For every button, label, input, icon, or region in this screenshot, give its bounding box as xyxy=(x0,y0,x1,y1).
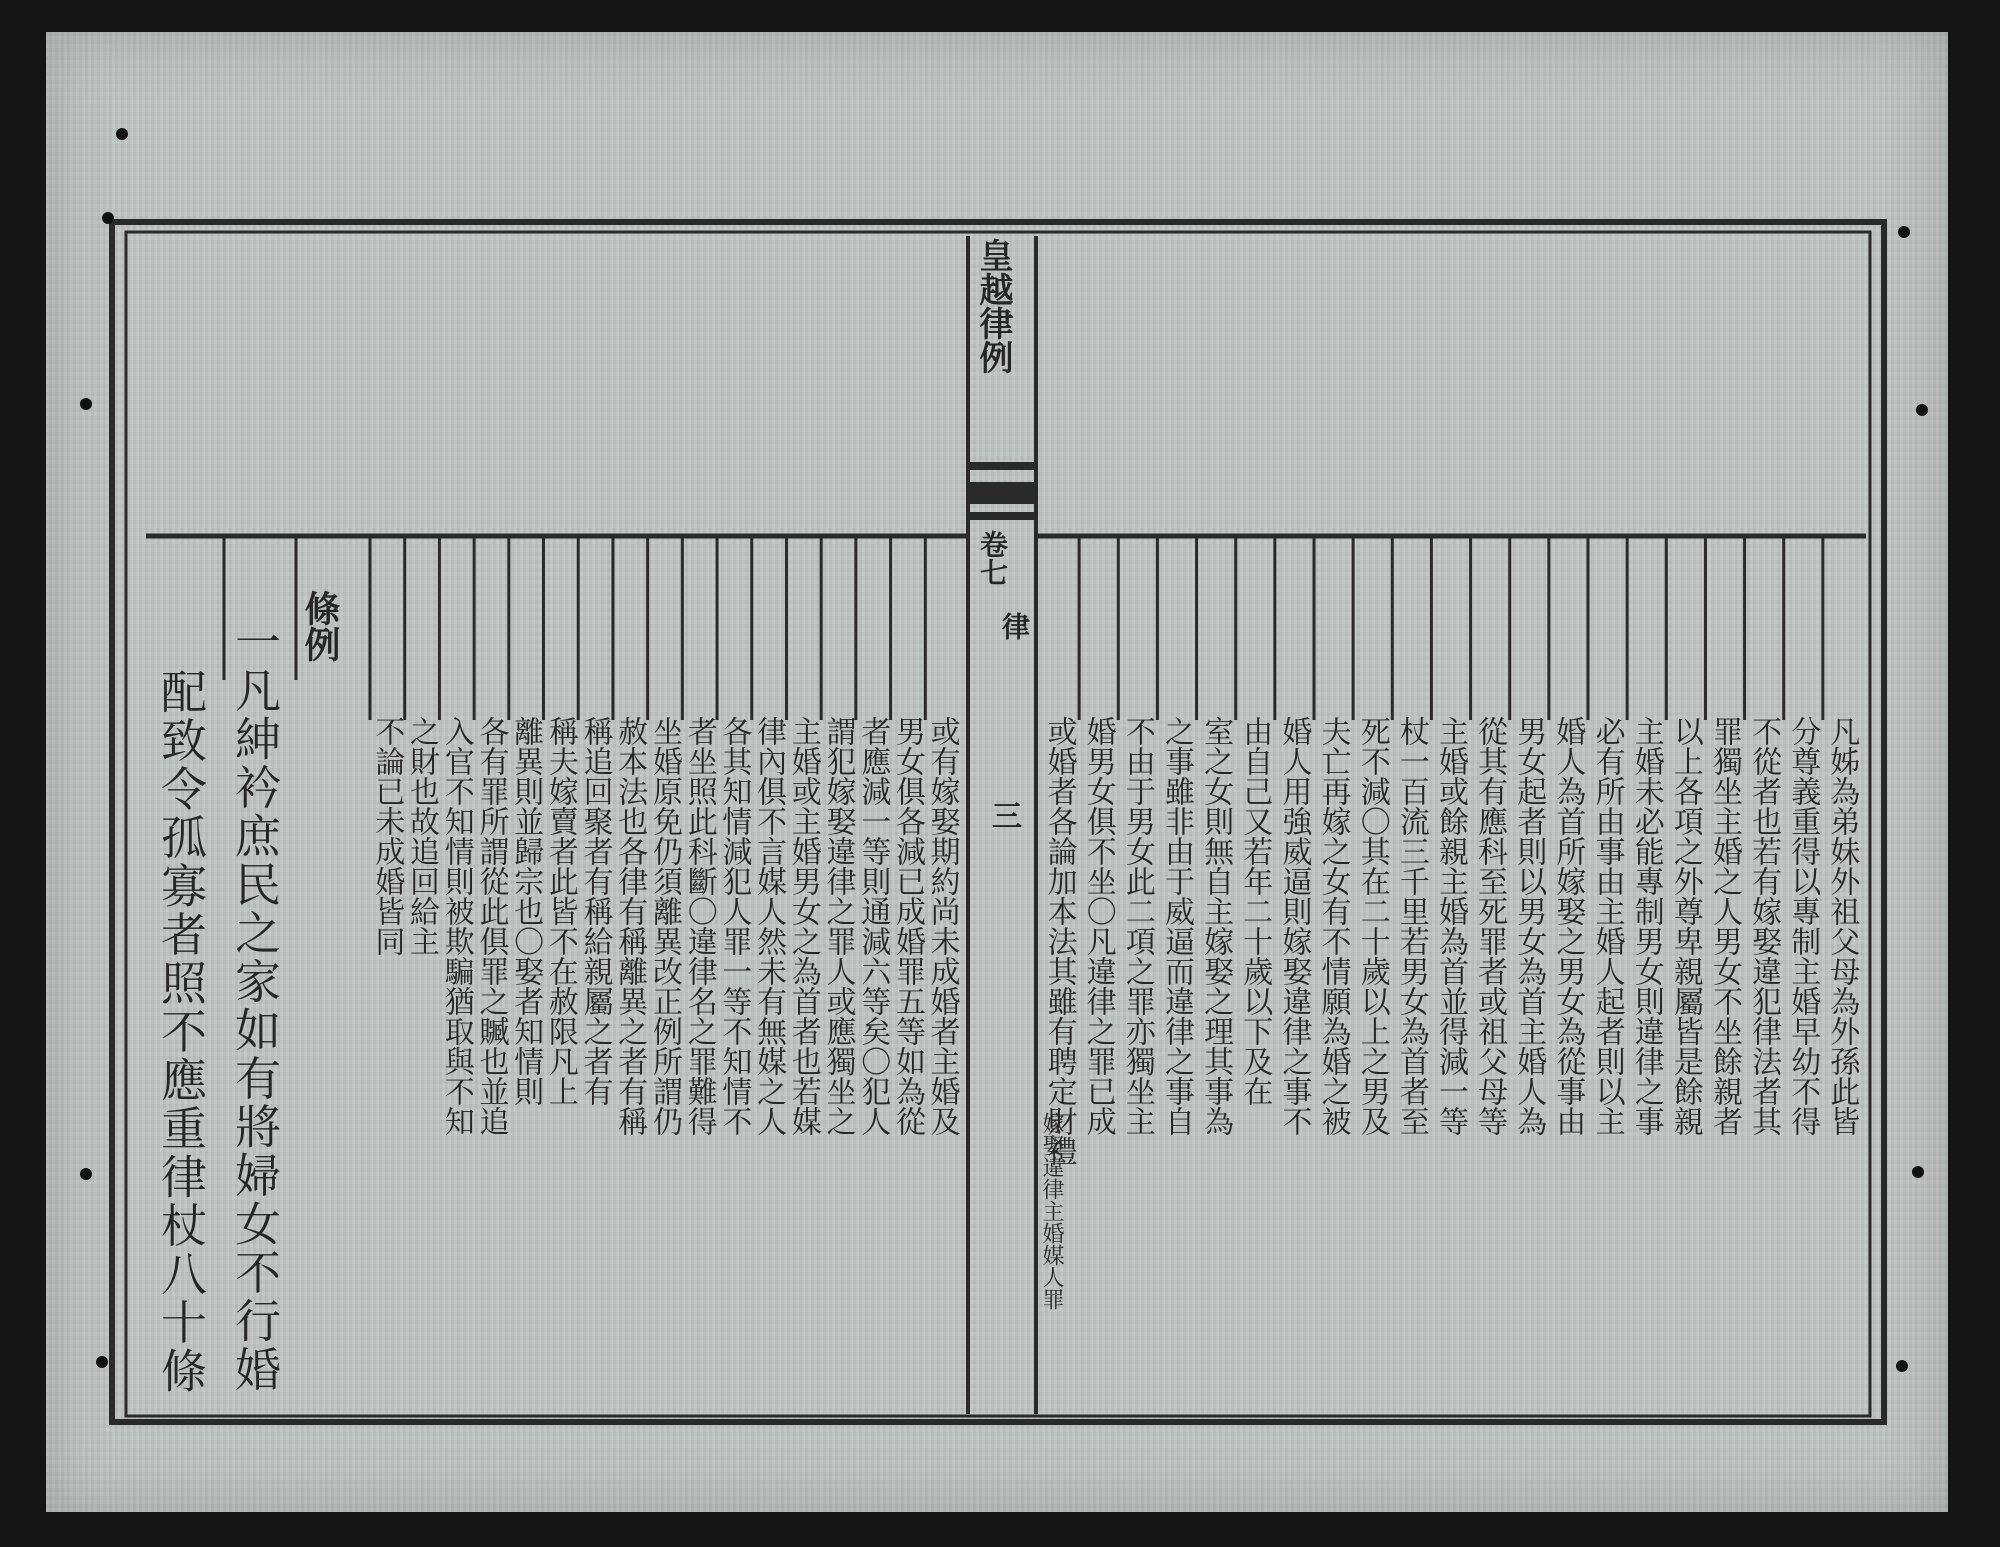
fishtail-mark-3 xyxy=(970,512,1034,520)
commentary-column: 赦本法也各律有稱離異之者有稱 xyxy=(612,716,648,1136)
clause-text-line-1: 一凡紳衿庶民之家如有將婦女不行婚 xyxy=(228,618,282,1394)
commentary-column: 婚人用強威逼則嫁娶違律之事不 xyxy=(1276,716,1312,1136)
commentary-column: 入官不知情則被欺騙猶取與不知 xyxy=(438,716,474,1136)
center-title: 皇越律例 xyxy=(973,238,1013,374)
stitch-hole xyxy=(1898,226,1910,238)
commentary-column: 稱追回聚者有稱給親屬之者有 xyxy=(577,716,613,1106)
commentary-column: 分尊義重得以專制主婚早幼不得 xyxy=(1785,716,1821,1136)
commentary-column: 婚人為首所嫁娶之男女為從事由 xyxy=(1550,716,1586,1136)
commentary-column: 謂犯嫁娶違律之罪人或應獨坐之 xyxy=(820,716,856,1136)
commentary-column: 夫亡再嫁之女有不情願為婚之被 xyxy=(1315,716,1351,1136)
stitch-hole xyxy=(80,398,92,410)
commentary-column: 以上各項之外尊卑親屬皆是餘親 xyxy=(1667,716,1703,1136)
commentary-column: 主婚或餘親主婚為首並得減一等 xyxy=(1433,716,1468,1136)
clause-heading: 條例 xyxy=(299,590,341,662)
commentary-column: 律內俱不言媒人然未有無媒之人 xyxy=(751,716,787,1136)
commentary-column: 由自己又若年二十歲以下及在 xyxy=(1237,716,1273,1106)
section-label: 律 xyxy=(998,612,1031,640)
commentary-column: 男女俱各減已成婚罪五等如為從 xyxy=(889,716,925,1136)
stitch-hole xyxy=(96,1356,108,1368)
stitch-hole xyxy=(1912,1166,1924,1178)
commentary-column: 或有嫁娶期約尚未成婚者主婚及 xyxy=(924,716,960,1136)
stitch-hole xyxy=(80,1168,92,1180)
commentary-column: 凡姊為弟妹外祖父母為外孫此皆 xyxy=(1824,716,1860,1136)
commentary-column: 稱夫嫁賣者此皆不在赦限凡上 xyxy=(542,716,578,1106)
commentary-column: 不從者也若有嫁娶違犯律法者其 xyxy=(1746,716,1782,1136)
commentary-column: 者坐照此科斷〇違律名之罪難得 xyxy=(681,716,717,1136)
commentary-column: 主婚未必能專制男女則違律之事 xyxy=(1628,716,1664,1136)
clause-text-line-2: 配致令孤寡者照不應重律杖八十條 xyxy=(154,668,208,1396)
commentary-column: 之事雖非由于威逼而違律之事自 xyxy=(1159,716,1194,1136)
stitch-hole xyxy=(102,212,114,224)
commentary-column: 主婚或主婚男女之為首者也若媒 xyxy=(785,716,821,1136)
commentary-column: 從其有應科至死罪者或祖父母等 xyxy=(1472,716,1508,1136)
page-number: 三 xyxy=(986,800,1021,830)
commentary-column: 各其知情減犯人罪一等不知情不 xyxy=(716,716,752,1136)
fishtail-mark-1 xyxy=(970,462,1034,470)
commentary-column: 死不減〇其在二十歲以上之男及 xyxy=(1354,716,1390,1136)
commentary-column: 各有罪所謂從此俱罪之贓也並追 xyxy=(473,716,509,1136)
commentary-column: 坐婚原免仍須離異改正例所謂仍 xyxy=(647,716,682,1136)
commentary-column: 者應減一等則通減六等矣〇犯人 xyxy=(855,716,891,1136)
commentary-column: 杖一百流三千里若男女為首者至 xyxy=(1393,716,1429,1136)
fishtail-mark-2 xyxy=(970,482,1034,504)
commentary-column: 或婚者各論加本法其雖有聘定財禮 xyxy=(1041,716,1077,1166)
commentary-column: 離異則並歸宗也〇娶者知情則 xyxy=(508,716,544,1106)
commentary-column: 男女起者則以男女為首主婚人為 xyxy=(1511,716,1547,1136)
stitch-hole xyxy=(116,128,128,140)
leaf-note: 嫁娶違律主婚媒人罪 xyxy=(1039,1112,1064,1310)
commentary-column: 室之女則無自主嫁娶之理其事為 xyxy=(1198,716,1234,1136)
commentary-column: 不論已未成婚皆同 xyxy=(369,716,405,956)
commentary-column: 之財也故追回給主 xyxy=(404,716,440,956)
commentary-column: 罪獨坐主婚之人男女不坐餘親者 xyxy=(1707,716,1742,1136)
stitch-hole xyxy=(1916,404,1928,416)
stitch-hole xyxy=(1896,1360,1908,1372)
commentary-column: 婚男女俱不坐〇凡違律之罪已成 xyxy=(1080,716,1116,1136)
commentary-column: 不由于男女此二項之罪亦獨坐主 xyxy=(1119,716,1155,1136)
volume-number: 卷七 xyxy=(976,530,1009,586)
commentary-column: 必有所由事由主婚人起者則以主 xyxy=(1589,716,1625,1136)
